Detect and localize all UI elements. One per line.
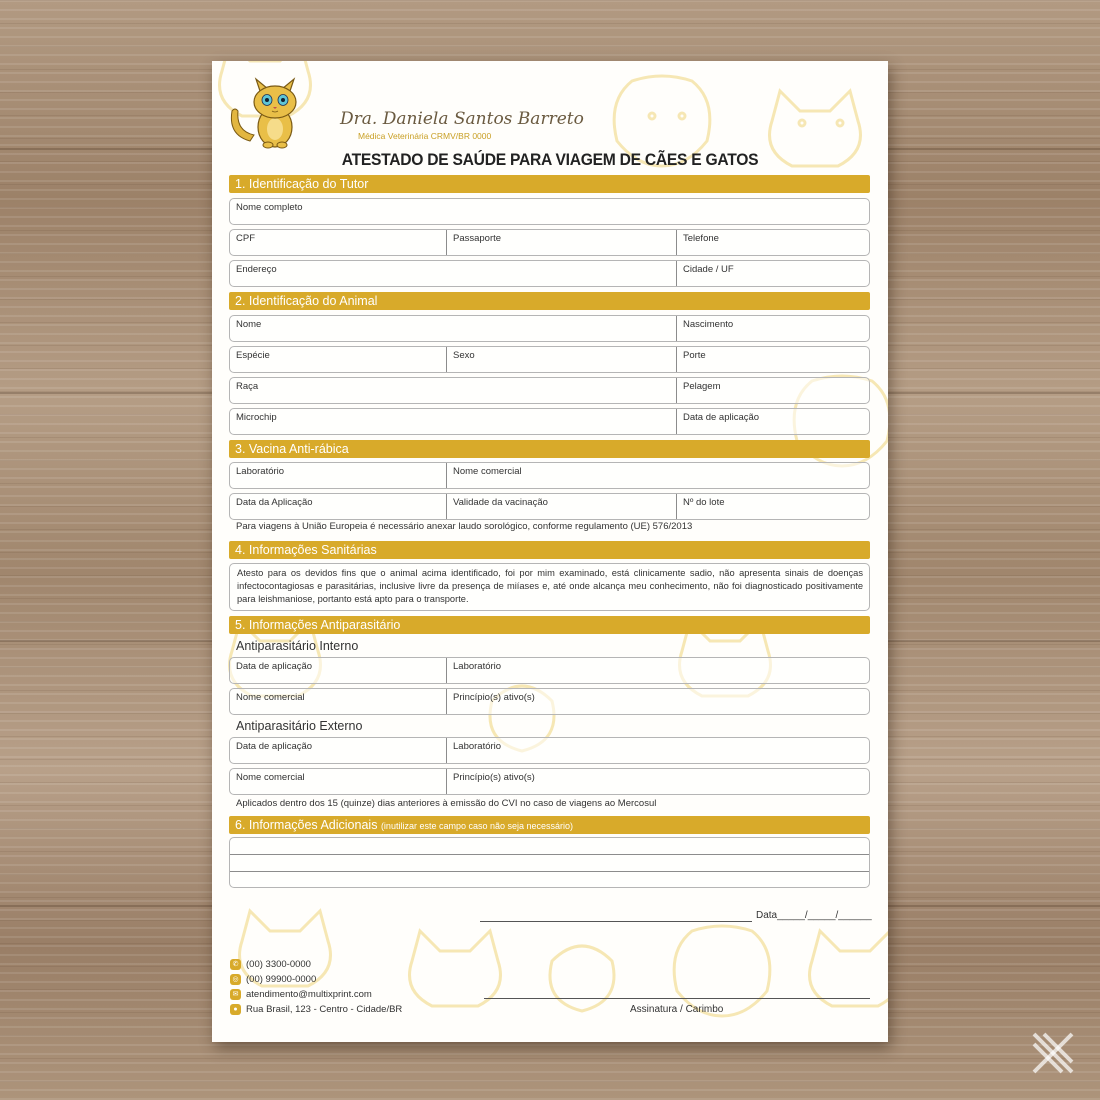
location-icon: ●: [230, 1004, 241, 1015]
mercosul-note: Aplicados dentro dos 15 (quinze) dias anteriores à emissão do CVI no caso de viagens ao Mercosul: [236, 798, 657, 809]
section-heading-tutor: 1. Identificação do Tutor: [229, 175, 870, 193]
form-row[interactable]: [229, 198, 870, 225]
section-heading-additional: [229, 816, 870, 834]
page-title: ATESTADO DE SAÚDE PARA VIAGEM DE CÃES E GATOS: [341, 150, 759, 169]
form-row[interactable]: [229, 737, 870, 764]
contact-email: [230, 989, 372, 1000]
external-active-field[interactable]: Princípio(s) ativo(s): [446, 769, 869, 794]
birth-field[interactable]: Nascimento: [676, 316, 869, 341]
vaccine-validity-field[interactable]: Validade da vacinação: [446, 494, 676, 519]
whatsapp-icon: ◎: [230, 974, 241, 985]
form-row[interactable]: [229, 768, 870, 795]
writing-line: [230, 871, 869, 872]
breed-field[interactable]: Raça: [236, 381, 259, 392]
place-line[interactable]: [480, 921, 752, 922]
phone-icon: ✆: [230, 959, 241, 970]
form-row[interactable]: [229, 315, 870, 342]
internal-lab-field[interactable]: Laboratório: [446, 658, 869, 683]
contact-whatsapp: [230, 974, 316, 985]
size-field[interactable]: Porte: [676, 347, 869, 372]
contact-address-text: Rua Brasil, 123 - Centro - Cidade/BR: [246, 1004, 403, 1015]
cat-logo-icon: [228, 69, 314, 151]
email-icon: ✉: [230, 989, 241, 1000]
form-row[interactable]: [229, 408, 870, 435]
form-row[interactable]: [229, 260, 870, 287]
contact-whatsapp-text: (00) 99900-0000: [246, 974, 317, 985]
contact-phone: [230, 959, 311, 970]
health-statement: Atesto para os devidos fins que o animal acima identificado, foi por mim examinado, está clinicamente sadio, não apresenta sinais de doenças infectocontagiosas e parasitárias, inclusive livre da presença de miíases e, até onde alcança meu conhecimento, não foi diagnosticado positivamente para leishmaniose, portanto está apto para o transporte.: [229, 563, 870, 611]
chip-date-field[interactable]: Data de aplicação: [676, 409, 869, 434]
coat-field[interactable]: Pelagem: [676, 378, 869, 403]
vaccine-lab-field[interactable]: Laboratório: [236, 466, 285, 477]
full-name-field[interactable]: Nome completo: [236, 202, 303, 213]
date-field[interactable]: Data_____/_____/______: [756, 910, 872, 921]
section-heading-additional-note: (inutilizar este campo caso não seja necessário): [380, 821, 574, 831]
microchip-field[interactable]: Microchip: [236, 412, 277, 423]
sex-field[interactable]: Sexo: [446, 347, 676, 372]
animal-name-field[interactable]: Nome: [236, 319, 262, 330]
species-field[interactable]: Espécie: [236, 350, 270, 361]
vaccine-brand-field[interactable]: Nome comercial: [446, 463, 869, 488]
eu-serology-note: Para viagens à União Europeia é necessário anexar laudo sorológico, conforme regulamento (UE) 576/2013: [236, 521, 693, 532]
additional-info-field[interactable]: [229, 837, 870, 888]
vaccine-lot-field[interactable]: Nº do lote: [676, 494, 869, 519]
internal-active-field[interactable]: Princípio(s) ativo(s): [446, 689, 869, 714]
doctor-registration: Médica Veterinária CRMV/BR 0000: [358, 131, 492, 141]
section-heading-rabies-vaccine: 3. Vacina Anti-rábica: [229, 440, 870, 458]
brand-watermark-icon: [1030, 1030, 1076, 1076]
doctor-name: Dra. Daniela Santos Barreto: [340, 109, 584, 129]
external-date-field[interactable]: Data de aplicação: [236, 741, 313, 752]
passport-field[interactable]: Passaporte: [446, 230, 676, 255]
city-state-field[interactable]: Cidade / UF: [676, 261, 869, 286]
form-row[interactable]: [229, 229, 870, 256]
form-row[interactable]: [229, 377, 870, 404]
cat-face-icon: [810, 931, 889, 1006]
clinic-header: [228, 69, 584, 151]
form-row[interactable]: [229, 346, 870, 373]
phone-field[interactable]: Telefone: [676, 230, 869, 255]
cat-face-icon: [410, 931, 501, 1006]
external-lab-field[interactable]: Laboratório: [446, 738, 869, 763]
bird-icon: [550, 946, 614, 1011]
section-heading-antiparasitic: 5. Informações Antiparasitário: [229, 616, 870, 634]
address-field[interactable]: Endereço: [236, 264, 277, 275]
signature-label: Assinatura / Carimbo: [630, 1004, 724, 1015]
internal-brand-field[interactable]: Nome comercial: [236, 692, 305, 703]
writing-line: [230, 854, 869, 855]
internal-date-field[interactable]: Data de aplicação: [236, 661, 313, 672]
section-heading-additional-label: 6. Informações Adicionais: [235, 818, 378, 832]
contact-email-text: atendimento@multixprint.com: [246, 989, 372, 1000]
form-row[interactable]: [229, 462, 870, 489]
signature-line[interactable]: [484, 998, 870, 999]
form-row[interactable]: [229, 688, 870, 715]
certificate-sheet: [212, 61, 888, 1042]
cpf-field[interactable]: CPF: [236, 233, 255, 244]
contact-phone-text: (00) 3300-0000: [246, 959, 311, 970]
form-row[interactable]: [229, 493, 870, 520]
section-heading-animal: 2. Identificação do Animal: [229, 292, 870, 310]
form-row[interactable]: [229, 657, 870, 684]
dog-face-icon: [674, 926, 770, 1016]
contact-address: [230, 1004, 402, 1015]
internal-antiparasitic-title: Antiparasitário Interno: [236, 639, 359, 653]
vaccine-date-field[interactable]: Data da Aplicação: [236, 497, 313, 508]
external-antiparasitic-title: Antiparasitário Externo: [236, 719, 363, 733]
section-heading-sanitary: 4. Informações Sanitárias: [229, 541, 870, 559]
external-brand-field[interactable]: Nome comercial: [236, 772, 305, 783]
